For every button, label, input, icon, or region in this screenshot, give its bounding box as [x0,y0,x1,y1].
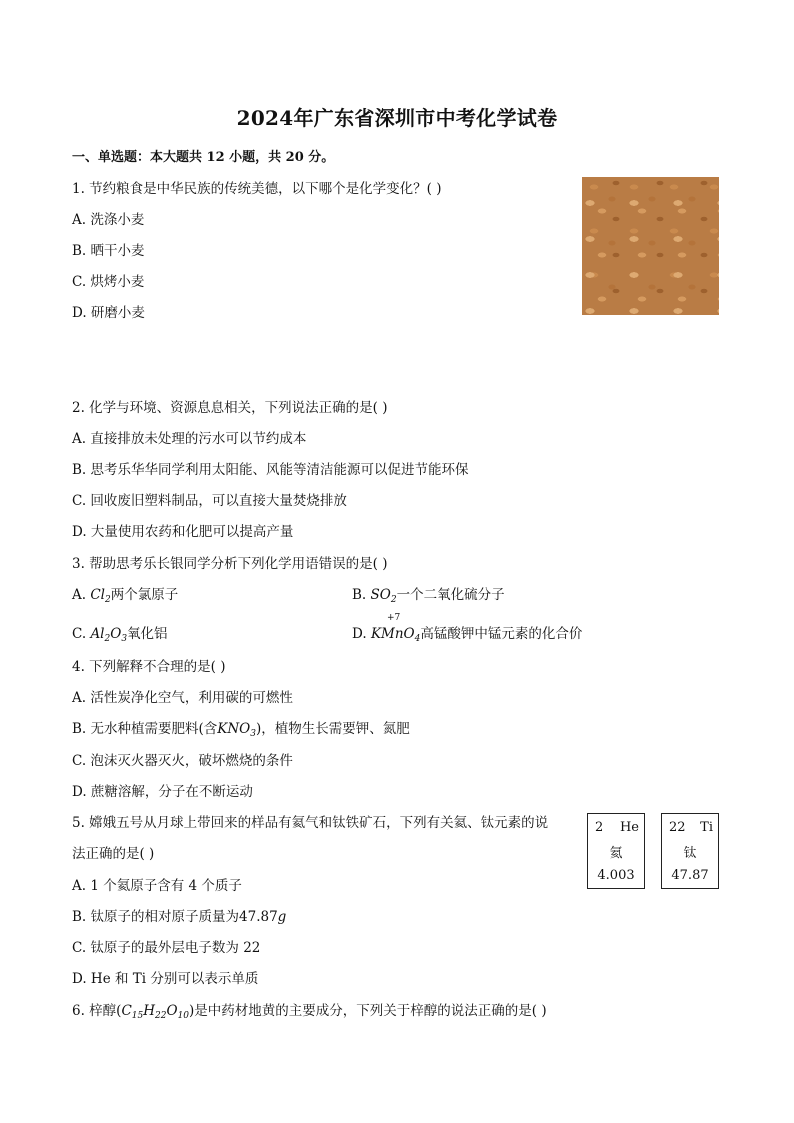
formula: O [166,1003,178,1019]
element-name: 钛 [683,846,697,861]
q5-option-b [72,905,286,925]
q3-option-c [72,622,168,644]
element-symbol: Ti [700,820,713,835]
option-text: B. 无水种植需要肥料(含 [72,721,218,737]
subscript: 2 [104,634,111,644]
formula-with-valence [370,613,415,642]
option-prefix: D. [352,626,371,642]
q3-option-d [352,613,583,644]
question-6-stem [72,999,547,1021]
question-5-stem-line1: 5. 嫦娥五号从月球上带回来的样品有氦气和钛铁矿石，下列有关氦、钛元素的说 [72,815,549,831]
subscript: 3 [121,634,128,644]
valence-superscript: +7 [386,613,401,623]
q4-option-c: C. 泡沫灭火器灭火，破坏燃烧的条件 [72,753,293,769]
formula: H [143,1003,156,1019]
stem-text: )是中药材地黄的主要成分，下列关于梓醇的说法正确的是( ) [189,1003,547,1019]
subscript: 3 [250,729,256,739]
q1-option-d: D. 研磨小麦 [72,305,145,321]
q4-option-a: A. 活性炭净化空气，利用碳的可燃性 [72,690,293,706]
question-1-stem: 1. 节约粮食是中华民族的传统美德，以下哪个是化学变化？( ) [72,181,442,197]
q1-option-c: C. 烘烤小麦 [72,274,145,290]
atomic-number: 22 [669,820,686,835]
q2-option-c: C. 回收废旧塑料制品，可以直接大量焚烧排放 [72,493,347,509]
formula: SO [370,587,391,603]
q1-option-a: A. 洗涤小麦 [72,212,145,228]
formula: KMnO [370,626,415,642]
subscript: 22 [155,1011,167,1021]
subscript: 10 [177,1011,190,1021]
q3-option-a [72,583,178,605]
subscript: 2 [390,595,397,605]
q3-option-b [352,583,505,605]
option-prefix: C. [72,626,91,642]
element-name: 氦 [609,846,623,861]
subscript: 4 [414,634,421,644]
formula: Al [90,626,105,642]
formula: KNO [217,721,251,737]
element-symbol: He [619,820,639,835]
q4-option-b [72,717,410,739]
option-text: )，植物生长需要钾、氮肥 [255,721,410,737]
q5-option-c: C. 钛原子的最外层电子数为 22 [72,940,261,956]
q5-option-d: D. He 和 Ti 分别可以表示单质 [72,971,259,987]
q2-option-a: A. 直接排放未处理的污水可以节约成本 [72,431,307,447]
question-4-stem: 4. 下列解释不合理的是( ) [72,659,226,675]
q4-option-d: D. 蔗糖溶解，分子在不断运动 [72,784,253,800]
exam-title: 2024年广东省深圳市中考化学试卷 [236,106,558,130]
question-3-stem: 3. 帮助思考乐长银同学分析下列化学用语错误的是( ) [72,556,388,572]
option-text: 一个二氧化硫分子 [396,587,505,603]
atomic-number: 2 [595,820,604,835]
atomic-mass: 47.87 [671,868,709,883]
subscript: 15 [131,1011,144,1021]
formula: O [110,626,122,642]
formula: Cl [90,587,105,603]
mass-value: 47.87 [239,909,278,925]
atomic-mass: 4.003 [597,868,635,883]
subscript: 2 [105,595,111,605]
question-2-stem: 2. 化学与环境、资源息息相关，下列说法正确的是( ) [72,400,388,416]
q2-option-d: D. 大量使用农药和化肥可以提高产量 [72,524,294,540]
q1-option-b: B. 晒干小麦 [72,243,145,259]
q5-option-a: A. 1 个氦原子含有 4 个质子 [72,878,242,894]
wheat-grains-image [582,177,719,315]
stem-text: 6. 梓醇( [72,1003,122,1019]
option-text: B. 钛原子的相对原子质量为 [72,909,240,925]
element-card-titanium [661,813,719,889]
formula: C [121,1003,132,1019]
option-prefix: A. [72,587,91,603]
option-text: 氧化铝 [127,626,168,642]
section-heading: 一、单选题：本大题共 12 小题，共 20 分。 [72,150,335,165]
option-text: 高锰酸钾中锰元素的化合价 [420,626,583,642]
option-text: 两个氯原子 [110,587,179,603]
option-prefix: B. [352,587,371,603]
q2-option-b: B. 思考乐华华同学利用太阳能、风能等清洁能源可以促进节能环保 [72,462,469,478]
question-5-stem-line2: 法正确的是( ) [72,846,155,862]
unit: g [277,909,287,925]
element-card-helium [587,813,645,889]
